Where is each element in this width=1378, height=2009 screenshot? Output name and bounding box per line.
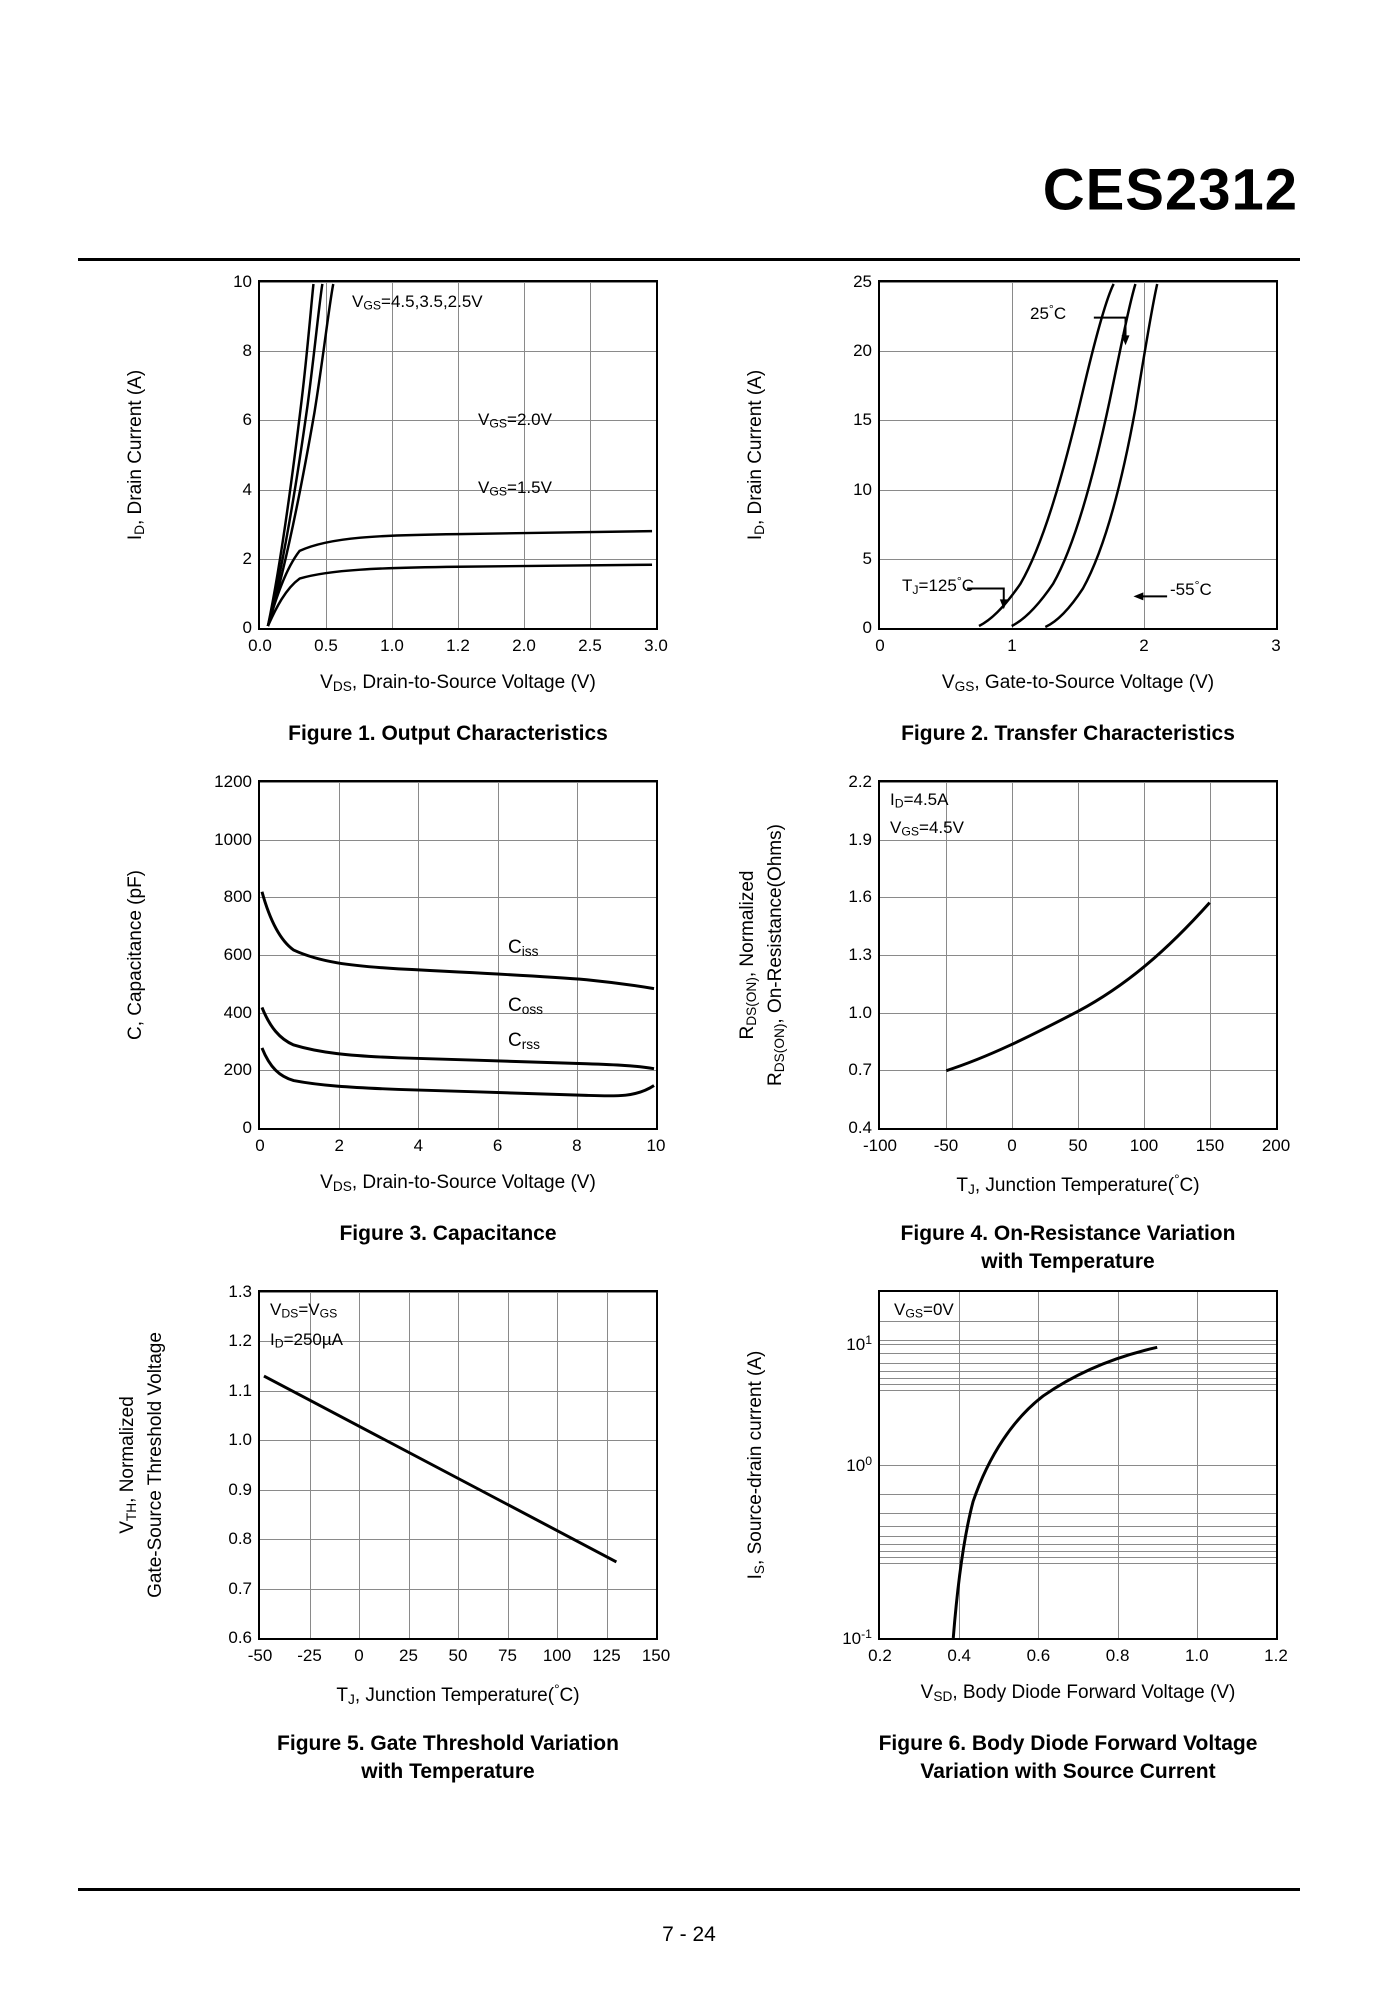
figure-1-ytick: 10 xyxy=(233,272,252,291)
figure-2-ytick: 25 xyxy=(853,272,872,291)
figure-6-y-axis-label: $I_S$, Source-drain current (A) xyxy=(745,1350,767,1580)
figure-6-ytick: $10^{-1}$ xyxy=(842,1626,872,1649)
figure-1-xtick: 1.2 xyxy=(446,636,470,655)
figure-5-xtick: 25 xyxy=(399,1646,418,1665)
figure-1-xtick: 2.0 xyxy=(512,636,536,655)
figure-6-xtick: 0.6 xyxy=(1026,1646,1051,1665)
header-divider xyxy=(78,258,1300,261)
figure-2-annotation-25c: 25°C xyxy=(1030,302,1067,324)
figure-5-ytick: 1.0 xyxy=(228,1430,252,1450)
figure-5-annotation-id: $I_D=250\mu A$ xyxy=(270,1330,344,1351)
figure-3-x-axis-label: $V_{DS}$, Drain-to-Source Voltage (V) xyxy=(320,1172,596,1194)
figure-6-ytick: $10^1$ xyxy=(846,1332,872,1354)
figure-4-xtick: 150 xyxy=(1195,1136,1225,1155)
figure-2-x-axis-label: $V_{GS}$, Gate-to-Source Voltage (V) xyxy=(941,672,1215,694)
figure-3-plot-area xyxy=(214,772,666,1155)
figure-5-xtick: -50 xyxy=(247,1646,273,1665)
figure-3-xtick: 10 xyxy=(646,1136,666,1155)
figure-4-caption: Figure 4. On-Resistance Variation with Temperature xyxy=(900,1222,1236,1274)
figure-3-annotation-coss: $C_{oss}$ xyxy=(508,995,544,1017)
figure-5-ytick: 0.7 xyxy=(228,1578,252,1598)
page-number: 7 - 24 xyxy=(662,1923,716,1946)
figure-2-annotation-125c: $T_J=125^\circ C$ xyxy=(902,574,974,597)
figure-5-y-axis-label-line1: $V_{TH}$, Normalized xyxy=(117,1396,139,1534)
figure-3-caption: Figure 3. Capacitance xyxy=(339,1222,557,1245)
figure-2-ytick: 20 xyxy=(853,341,872,361)
figure-4-annotation-vgs: $V_{GS}=4.5V$ xyxy=(890,818,964,839)
figure-1-curves xyxy=(260,282,656,628)
figure-1-plot-area xyxy=(233,272,668,655)
figure-4-ytick: 0.7 xyxy=(848,1060,872,1080)
figure-4-ytick: 1.3 xyxy=(848,945,872,964)
figure-3-annotation-ciss: $C_{iss}$ xyxy=(508,937,539,959)
figure-3-ytick: 1200 xyxy=(214,772,252,791)
figure-5-xtick: 50 xyxy=(448,1646,468,1665)
figure-6-ytick: $10^0$ xyxy=(846,1453,872,1476)
figure-4-x-axis-label: $T_J$, Junction Temperature(°C) xyxy=(956,1172,1200,1197)
figure-1-ytick: 0 xyxy=(242,618,252,637)
figure-4-xtick: 100 xyxy=(1129,1136,1159,1155)
figure-2-xtick: 1 xyxy=(1007,636,1017,655)
figure-6-xtick: 0.4 xyxy=(947,1646,972,1665)
figure-3-annotation-crss: $C_{rss}$ xyxy=(508,1030,540,1052)
figure-5-xtick: 125 xyxy=(592,1646,621,1665)
figure-4-xtick: 200 xyxy=(1261,1136,1291,1155)
figure-3-xtick: 2 xyxy=(334,1136,344,1155)
figure-1-xtick: 2.5 xyxy=(578,636,602,655)
figure-4-xtick: 0 xyxy=(1007,1136,1017,1155)
figure-2-ytick: 5 xyxy=(862,548,872,568)
page-title: CES2312 xyxy=(1042,157,1298,223)
figure-1 xyxy=(125,272,758,745)
figure-4-xtick: -50 xyxy=(933,1136,959,1155)
figure-5-xtick: 150 xyxy=(641,1646,671,1665)
figure-5-ytick: 1.1 xyxy=(228,1380,252,1400)
figure-5-annotation-vds: $V_{DS}=V_{GS}$ xyxy=(270,1300,338,1321)
figure-1-ytick: 6 xyxy=(242,410,252,430)
figure-4-ytick: 2.2 xyxy=(848,772,872,791)
figure-6-xtick: 0.8 xyxy=(1105,1646,1130,1665)
figure-4-annotation-id: $I_D=4.5A$ xyxy=(890,790,949,811)
figure-1-annotation-vgs-15v: $V_{GS}=1.5V$ xyxy=(478,478,552,499)
figure-4-y-axis-label-line2: $R_{DS(ON)}$, On-Resistance(Ohms) xyxy=(765,824,787,1086)
figure-2-y-axis-label: $I_D$, Drain Current (A) xyxy=(745,369,767,541)
figure-6-plot-area xyxy=(842,1290,1288,1665)
figure-5-ytick: 1.2 xyxy=(228,1331,252,1351)
figure-5-xtick: -25 xyxy=(297,1646,322,1665)
figure-4-ytick: 1.0 xyxy=(848,1002,872,1022)
figure-1-caption: Figure 1. Output Characteristics xyxy=(288,722,608,745)
page-header xyxy=(0,0,1378,280)
figure-2-caption: Figure 2. Transfer Characteristics xyxy=(901,722,1235,745)
figure-4-xtick: -100 xyxy=(862,1136,898,1155)
figure-5-ytick: 0.9 xyxy=(228,1479,252,1499)
figure-6-xtick: 1.0 xyxy=(1184,1646,1209,1665)
figure-2-annotation-minus55c: -55°C xyxy=(1170,578,1212,600)
figure-3 xyxy=(125,772,758,1245)
figure-5-x-axis-label: $T_J$, Junction Temperature(°C) xyxy=(336,1682,580,1707)
figure-2-ytick: 0 xyxy=(862,618,872,637)
figure-6-annotation-vgs: $V_{GS}=0V$ xyxy=(894,1300,954,1321)
figure-2-ytick: 10 xyxy=(853,479,872,499)
figure-2 xyxy=(745,272,1378,745)
figure-2-xtick: 2 xyxy=(1139,636,1149,655)
figure-1-xtick: 0.5 xyxy=(314,636,338,655)
figure-3-xtick: 0 xyxy=(255,1136,265,1155)
figure-5-xtick: 100 xyxy=(542,1646,572,1665)
figure-1-x-axis-label: $V_{DS}$, Drain-to-Source Voltage (V) xyxy=(320,672,596,694)
figure-5-ytick: 0.6 xyxy=(228,1628,252,1647)
figure-6-xtick: 1.2 xyxy=(1264,1646,1288,1665)
figure-5 xyxy=(117,1282,758,1784)
figure-1-xtick: 1.0 xyxy=(380,636,404,655)
figure-1-annotation-vgs-high: $V_{GS}=4.5,3.5,2.5V$ xyxy=(352,292,483,313)
figure-3-ytick: 200 xyxy=(223,1060,252,1080)
figure-4-ytick: 0.4 xyxy=(848,1118,872,1137)
figure-4-y-axis-label-line1: $R_{DS(ON)}$, Normalized xyxy=(737,870,759,1040)
figure-1-xtick: 3.0 xyxy=(644,636,668,655)
figure-5-xtick: 75 xyxy=(498,1646,517,1665)
figure-6-caption: Figure 6. Body Diode Forward Voltage Variation with Source Current xyxy=(878,1732,1258,1784)
figure-5-caption: Figure 5. Gate Threshold Variation with Temperature xyxy=(277,1732,619,1784)
figure-3-y-axis-label: C, Capacitance (pF) xyxy=(125,869,146,1041)
figure-4-ytick: 1.9 xyxy=(848,829,872,849)
figure-3-xtick: 8 xyxy=(572,1136,582,1155)
footer-divider xyxy=(78,1888,1300,1891)
figure-1-annotation-vgs-2v: $V_{GS}=2.0V$ xyxy=(478,410,552,431)
figure-4 xyxy=(737,772,1378,1274)
figure-3-ytick: 400 xyxy=(223,1002,252,1022)
figure-3-ytick: 0 xyxy=(242,1118,252,1137)
figure-2-xtick: 0 xyxy=(875,636,885,655)
figure-4-ytick: 1.6 xyxy=(848,887,872,907)
figure-3-curves xyxy=(260,782,656,1128)
figure-2-plot-area xyxy=(853,272,1281,655)
figure-5-xtick: 0 xyxy=(354,1646,364,1665)
figure-5-ytick: 0.8 xyxy=(228,1529,252,1549)
figure-1-y-axis-label: $I_D$, Drain Current (A) xyxy=(125,369,147,541)
figure-5-ytick: 1.3 xyxy=(228,1282,252,1301)
figure-2-ytick: 15 xyxy=(853,410,872,430)
figure-4-plot-area xyxy=(848,772,1291,1155)
figure-6-curves xyxy=(880,1292,1276,1638)
figure-6 xyxy=(745,1290,1378,1784)
figure-1-ytick: 4 xyxy=(242,479,252,499)
figure-1-ytick: 2 xyxy=(242,548,252,568)
figure-5-y-axis-label-line2: Gate-Source Threshold Voltage xyxy=(145,1332,166,1598)
figure-1-ytick: 8 xyxy=(242,341,252,361)
figure-6-xtick: 0.2 xyxy=(868,1646,892,1665)
figure-3-ytick: 1000 xyxy=(214,829,252,849)
figure-3-ytick: 800 xyxy=(223,887,252,907)
figure-4-xtick: 50 xyxy=(1068,1136,1088,1155)
figure-2-xtick: 3 xyxy=(1271,636,1281,655)
figure-3-ytick: 600 xyxy=(223,945,252,964)
figure-3-xtick: 4 xyxy=(413,1136,424,1155)
figure-1-xtick: 0.0 xyxy=(248,636,272,655)
figure-5-plot-area xyxy=(228,1282,671,1665)
figure-3-xtick: 6 xyxy=(492,1136,503,1155)
figure-6-x-axis-label: $V_{SD}$, Body Diode Forward Voltage (V) xyxy=(920,1682,1236,1704)
